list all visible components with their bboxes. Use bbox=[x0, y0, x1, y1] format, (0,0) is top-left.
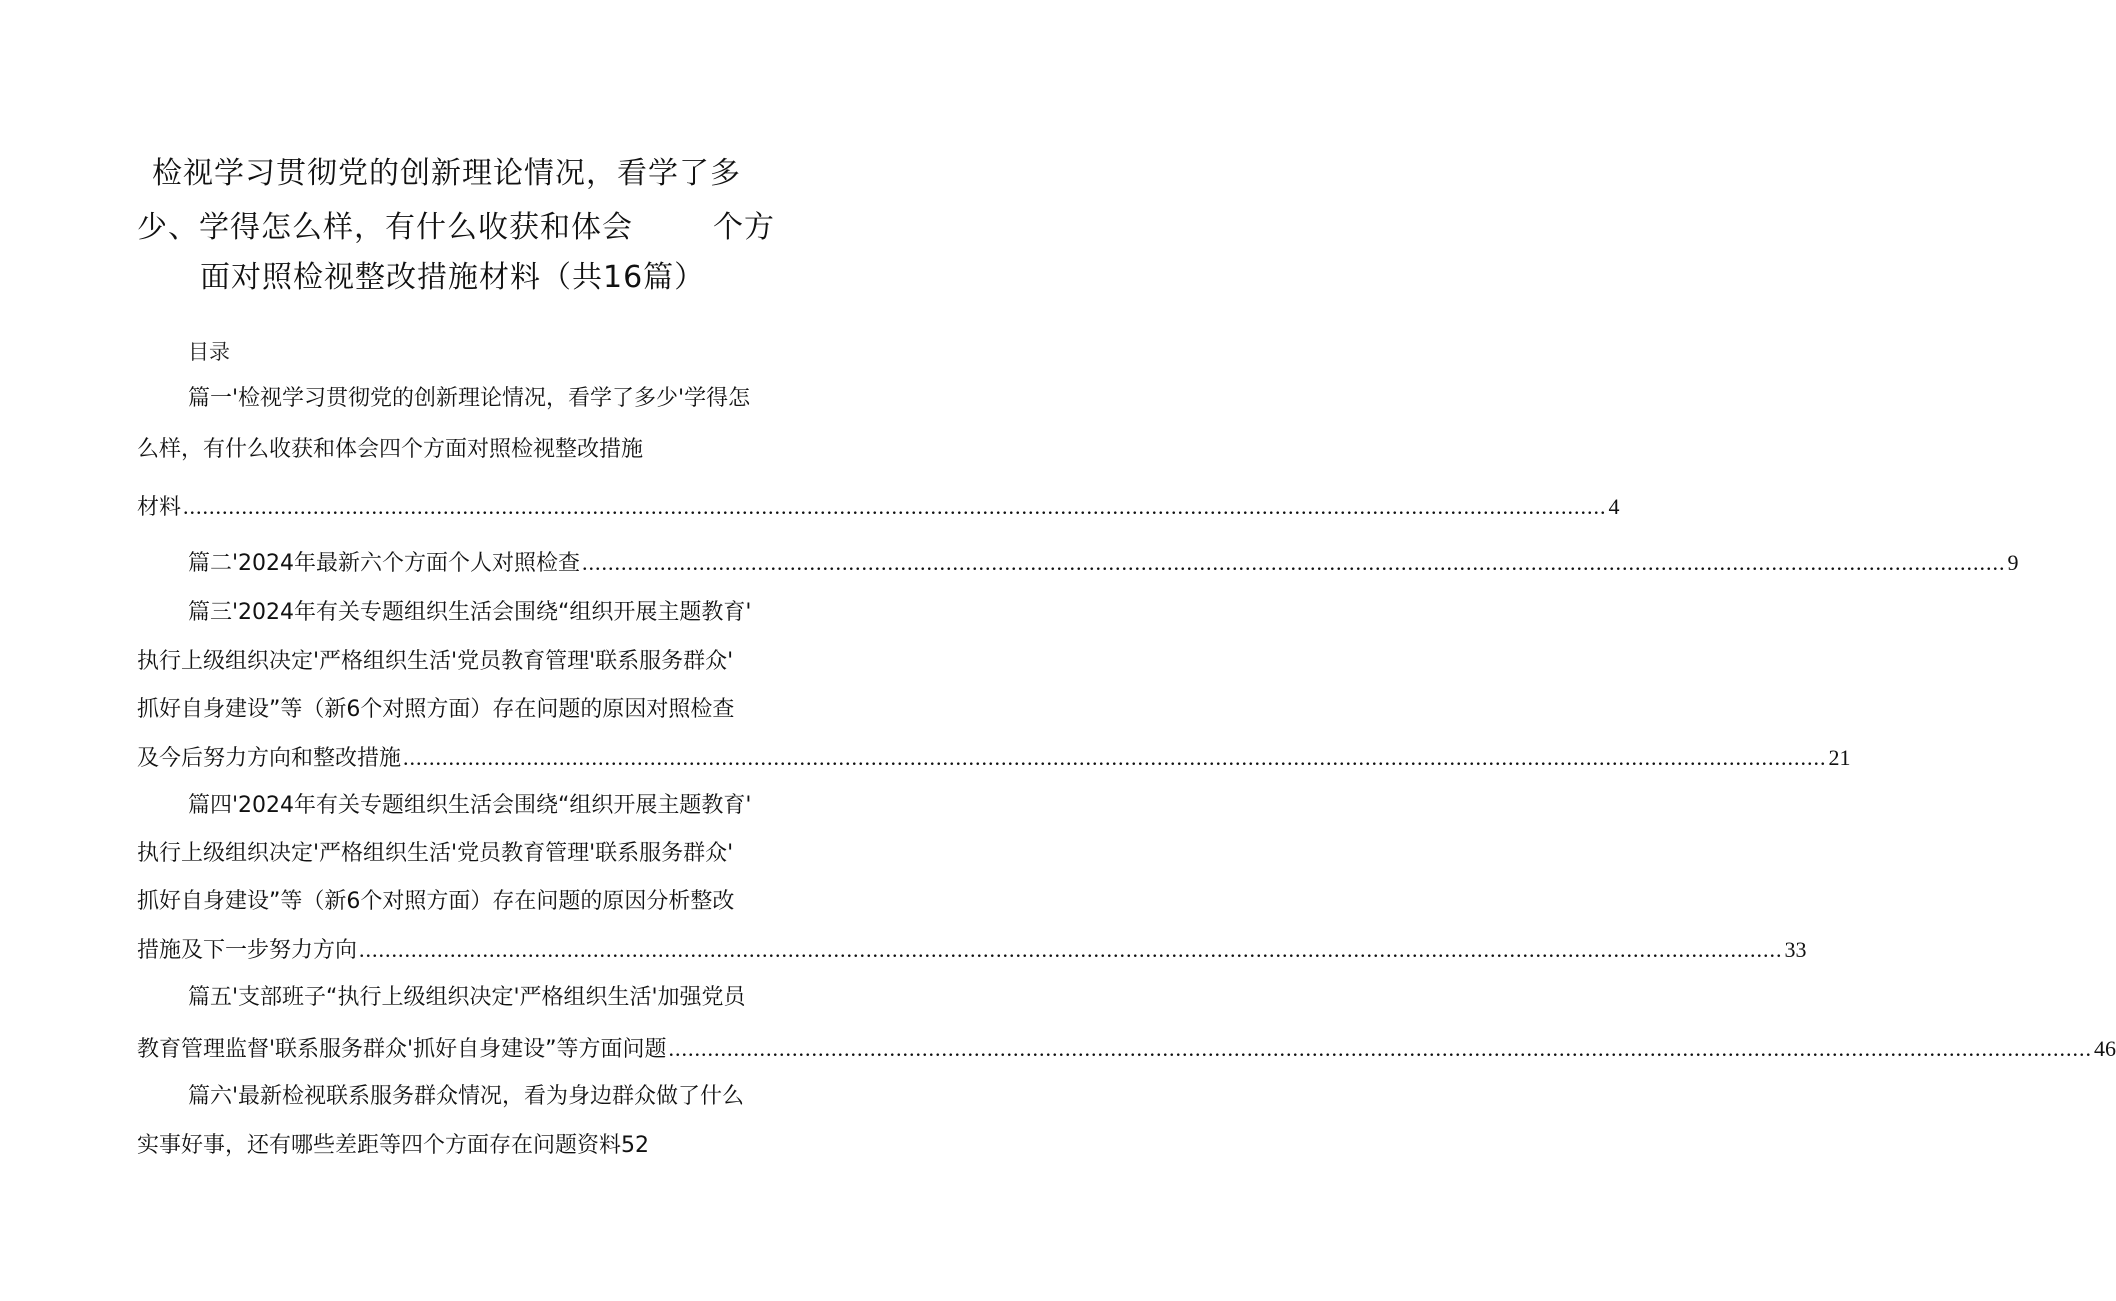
toc-entry-4-page: 33 bbox=[1784, 937, 1807, 962]
toc-entry-4-line-2: 执行上级组织决定'严格组织生活'党员教育管理'联系服务群众' bbox=[137, 841, 734, 866]
toc-entry-5-text: 教育管理监督'联系服务群众'抓好自身建设”等方面问题 bbox=[137, 1037, 667, 1062]
toc-entry-4-line-3: 抓好自身建设”等（新6个对照方面）存在问题的原因分析整改 bbox=[137, 889, 735, 914]
toc-entry-3-page: 21 bbox=[1828, 745, 1851, 770]
document-title-line-3: 面对照检视整改措施材料（共16篇） bbox=[200, 260, 706, 295]
dot-leader: ........................................................................................................................................................................................................................... bbox=[403, 745, 1827, 770]
toc-entry-3-line-2: 执行上级组织决定'严格组织生活'党员教育管理'联系服务群众' bbox=[137, 649, 734, 674]
title-line-2-right: 个方 bbox=[713, 210, 775, 245]
toc-entry-5-page: 46 bbox=[2094, 1036, 2116, 1061]
dot-leader: ........................................................................................................................................................................................................................... bbox=[183, 494, 1607, 519]
toc-entry-4-line-1: 篇四'2024年有关专题组织生活会围绕“组织开展主题教育' bbox=[188, 793, 752, 818]
document-title-line-2 bbox=[137, 208, 775, 248]
toc-entry-1-page: 4 bbox=[1608, 494, 1620, 519]
toc-entry-2-page: 9 bbox=[2007, 550, 2019, 575]
toc-entry-1-line-3 bbox=[137, 492, 1620, 523]
toc-entry-3-line-1: 篇三'2024年有关专题组织生活会围绕“组织开展主题教育' bbox=[188, 600, 752, 625]
toc-entry-1-line-1: 篇一'检视学习贯彻党的创新理论情况，看学了多少'学得怎 bbox=[188, 386, 751, 411]
toc-entry-4-text: 措施及下一步努力方向 bbox=[137, 938, 358, 963]
dot-leader: ........................................................................................................................................................................................................................... bbox=[668, 1036, 2092, 1061]
toc-entry-5-line-2 bbox=[137, 1034, 2116, 1065]
toc-entry-3-text: 及今后努力方向和整改措施 bbox=[137, 746, 402, 771]
toc-entry-5-line-1: 篇五'支部班子“执行上级组织决定'严格组织生活'加强党员 bbox=[188, 985, 746, 1010]
toc-entry-2-text: 篇二'2024年最新六个方面个人对照检查 bbox=[188, 551, 581, 576]
toc-entry-3-line-4 bbox=[137, 743, 1851, 774]
document-title-line-1: 检视学习贯彻党的创新理论情况，看学了多 bbox=[152, 156, 741, 191]
toc-entry-4-line-4 bbox=[137, 935, 1807, 966]
toc-entry-2-line-1 bbox=[188, 548, 2019, 579]
dot-leader: ........................................................................................................................................................................................................................... bbox=[359, 937, 1783, 962]
toc-entry-1-text: 材料 bbox=[137, 495, 182, 520]
toc-entry-6-line-1: 篇六'最新检视联系服务群众情况，看为身边群众做了什么 bbox=[188, 1084, 745, 1109]
toc-entry-3-line-3: 抓好自身建设”等（新6个对照方面）存在问题的原因对照检查 bbox=[137, 697, 735, 722]
toc-heading: 目录 bbox=[188, 340, 230, 364]
toc-entry-6-line-2: 实事好事，还有哪些差距等四个方面存在问题资料52 bbox=[137, 1133, 649, 1158]
dot-leader: ........................................................................................................................................................................................................................... bbox=[582, 550, 2006, 575]
toc-entry-1-line-2: 么样，有什么收获和体会四个方面对照检视整改措施 bbox=[137, 437, 644, 462]
title-line-2-left: 少、学得怎么样，有什么收获和体会 bbox=[137, 210, 633, 245]
